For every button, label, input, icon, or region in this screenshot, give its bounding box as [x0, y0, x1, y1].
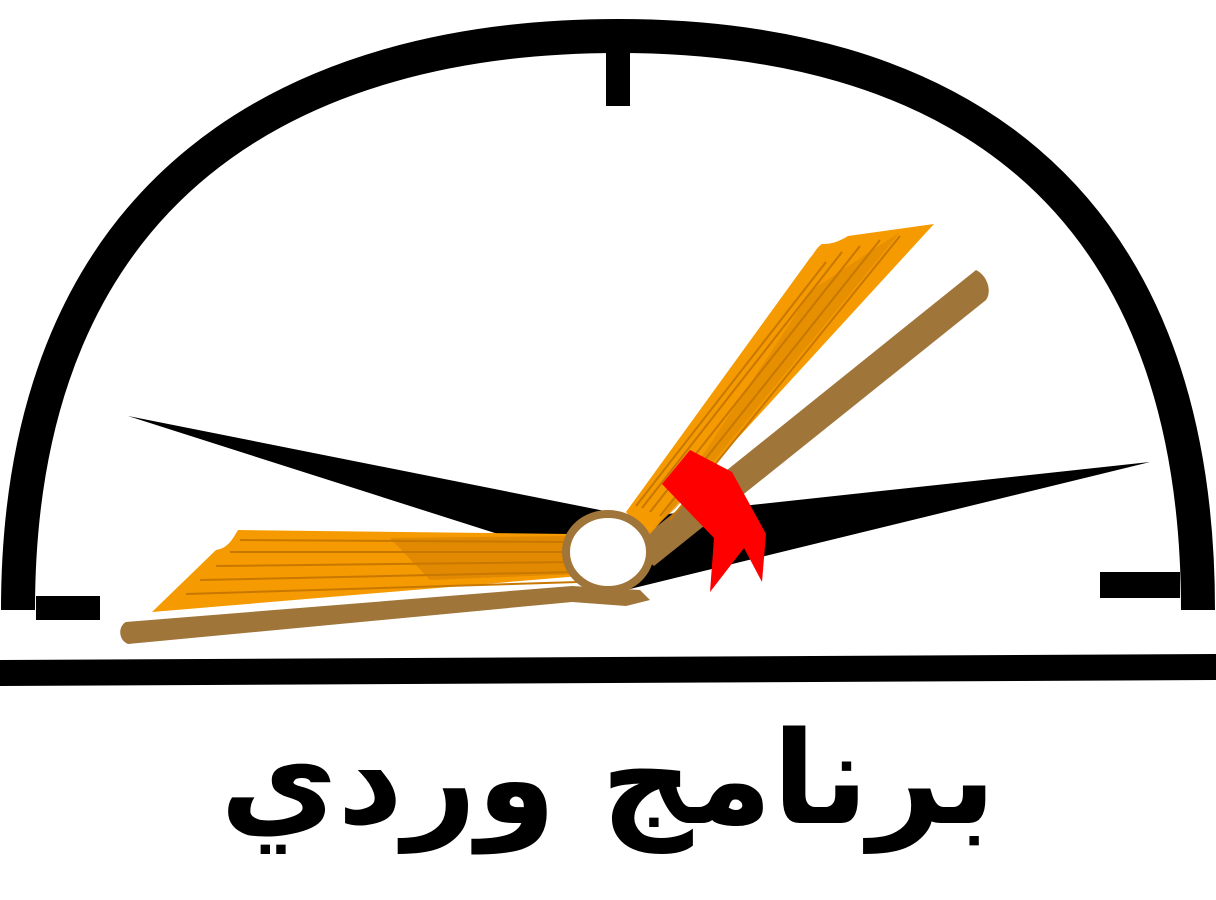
- left-tick-mark: [36, 596, 100, 620]
- app-title: برنامج وردي: [219, 705, 997, 854]
- base-line: [0, 654, 1216, 686]
- right-tick-mark: [1100, 572, 1180, 598]
- top-tick-mark: [606, 36, 630, 106]
- clock-center-hub: [566, 514, 650, 590]
